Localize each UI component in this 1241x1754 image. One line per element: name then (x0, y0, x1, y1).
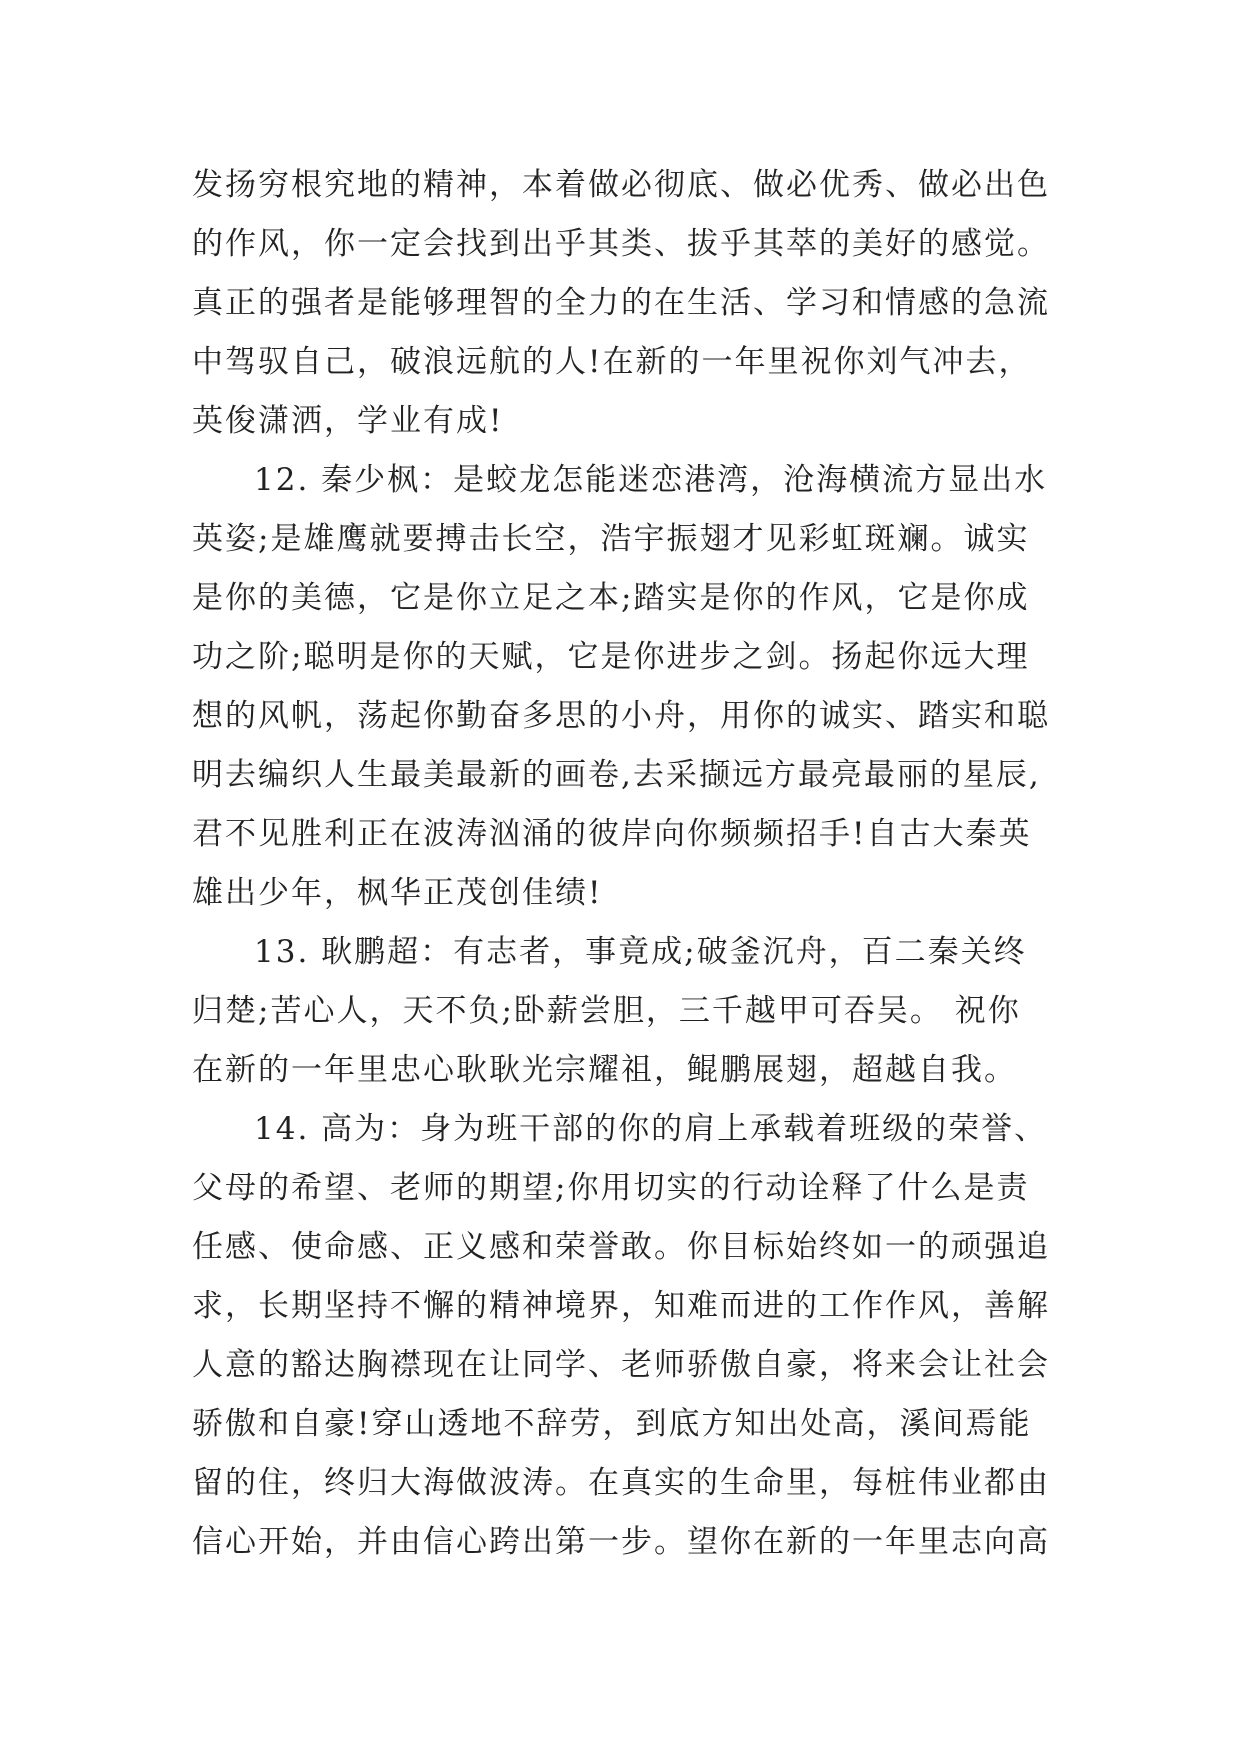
text-line: 中驾驭自己，破浪远航的人!在新的一年里祝你刘气冲去， (192, 344, 1032, 380)
paragraph-13 (192, 923, 1072, 1100)
text-line: 在新的一年里忠心耿耿光宗耀祖，鲲鹏展翅，超越自我。 (192, 1052, 1017, 1088)
document-body (192, 156, 1072, 1572)
text-line: 发扬穷根究地的精神，本着做必彻底、做必优秀、做必出色 (192, 167, 1050, 203)
text-line: 英姿;是雄鹰就要搏击长空，浩宇振翅才见彩虹斑斓。诚实 (192, 521, 1030, 557)
text-line: 留的住，终归大海做波涛。在真实的生命里，每桩伟业都由 (192, 1465, 1050, 1501)
text-line: 真正的强者是能够理智的全力的在生活、学习和情感的急流 (192, 285, 1050, 321)
text-line: 信心开始，并由信心跨出第一步。望你在新的一年里志向高 (192, 1524, 1050, 1560)
paragraph-14 (192, 1100, 1072, 1572)
text-line: 父母的希望、老师的期望;你用切实的行动诠释了什么是责 (192, 1170, 1030, 1206)
text-line: 人意的豁达胸襟现在让同学、老师骄傲自豪，将来会让社会 (192, 1347, 1050, 1383)
text-line-first: 13. 耿鹏超：有志者，事竟成;破釜沉舟，百二秦关终 (254, 934, 1027, 970)
text-line: 归楚;苦心人，天不负;卧薪尝胆，三千越甲可吞吴。 祝你 (192, 993, 1021, 1029)
text-line: 功之阶;聪明是你的天赋，它是你进步之剑。扬起你远大理 (192, 639, 1030, 675)
text-line: 明去编织人生最美最新的画卷,去采撷远方最亮最丽的星辰, (192, 757, 1041, 793)
text-line: 任感、使命感、正义感和荣誉敢。你目标始终如一的顽强追 (192, 1229, 1050, 1265)
text-line-first: 14. 高为：身为班干部的你的肩上承载着班级的荣誉、 (254, 1111, 1048, 1147)
text-line: 的作风，你一定会找到出乎其类、拔乎其萃的美好的感觉。 (192, 226, 1050, 262)
text-line: 是你的美德，它是你立足之本;踏实是你的作风，它是你成 (192, 580, 1030, 616)
text-line: 雄出少年，枫华正茂创佳绩! (192, 875, 603, 911)
text-line: 君不见胜利正在波涛汹涌的彼岸向你频频招手!自古大秦英 (192, 816, 1032, 852)
text-line: 想的风帆，荡起你勤奋多思的小舟，用你的诚实、踏实和聪 (192, 698, 1050, 734)
text-line: 英俊潇洒，学业有成! (192, 403, 504, 439)
text-line: 求，长期坚持不懈的精神境界，知难而进的工作作风，善解 (192, 1288, 1050, 1324)
paragraph-12 (192, 451, 1072, 923)
text-line: 骄傲和自豪!穿山透地不辞劳，到底方知出处高，溪间焉能 (192, 1406, 1032, 1442)
text-line-first: 12. 秦少枫：是蛟龙怎能迷恋港湾，沧海横流方显出水 (254, 462, 1048, 498)
paragraph-intro (192, 156, 1072, 451)
